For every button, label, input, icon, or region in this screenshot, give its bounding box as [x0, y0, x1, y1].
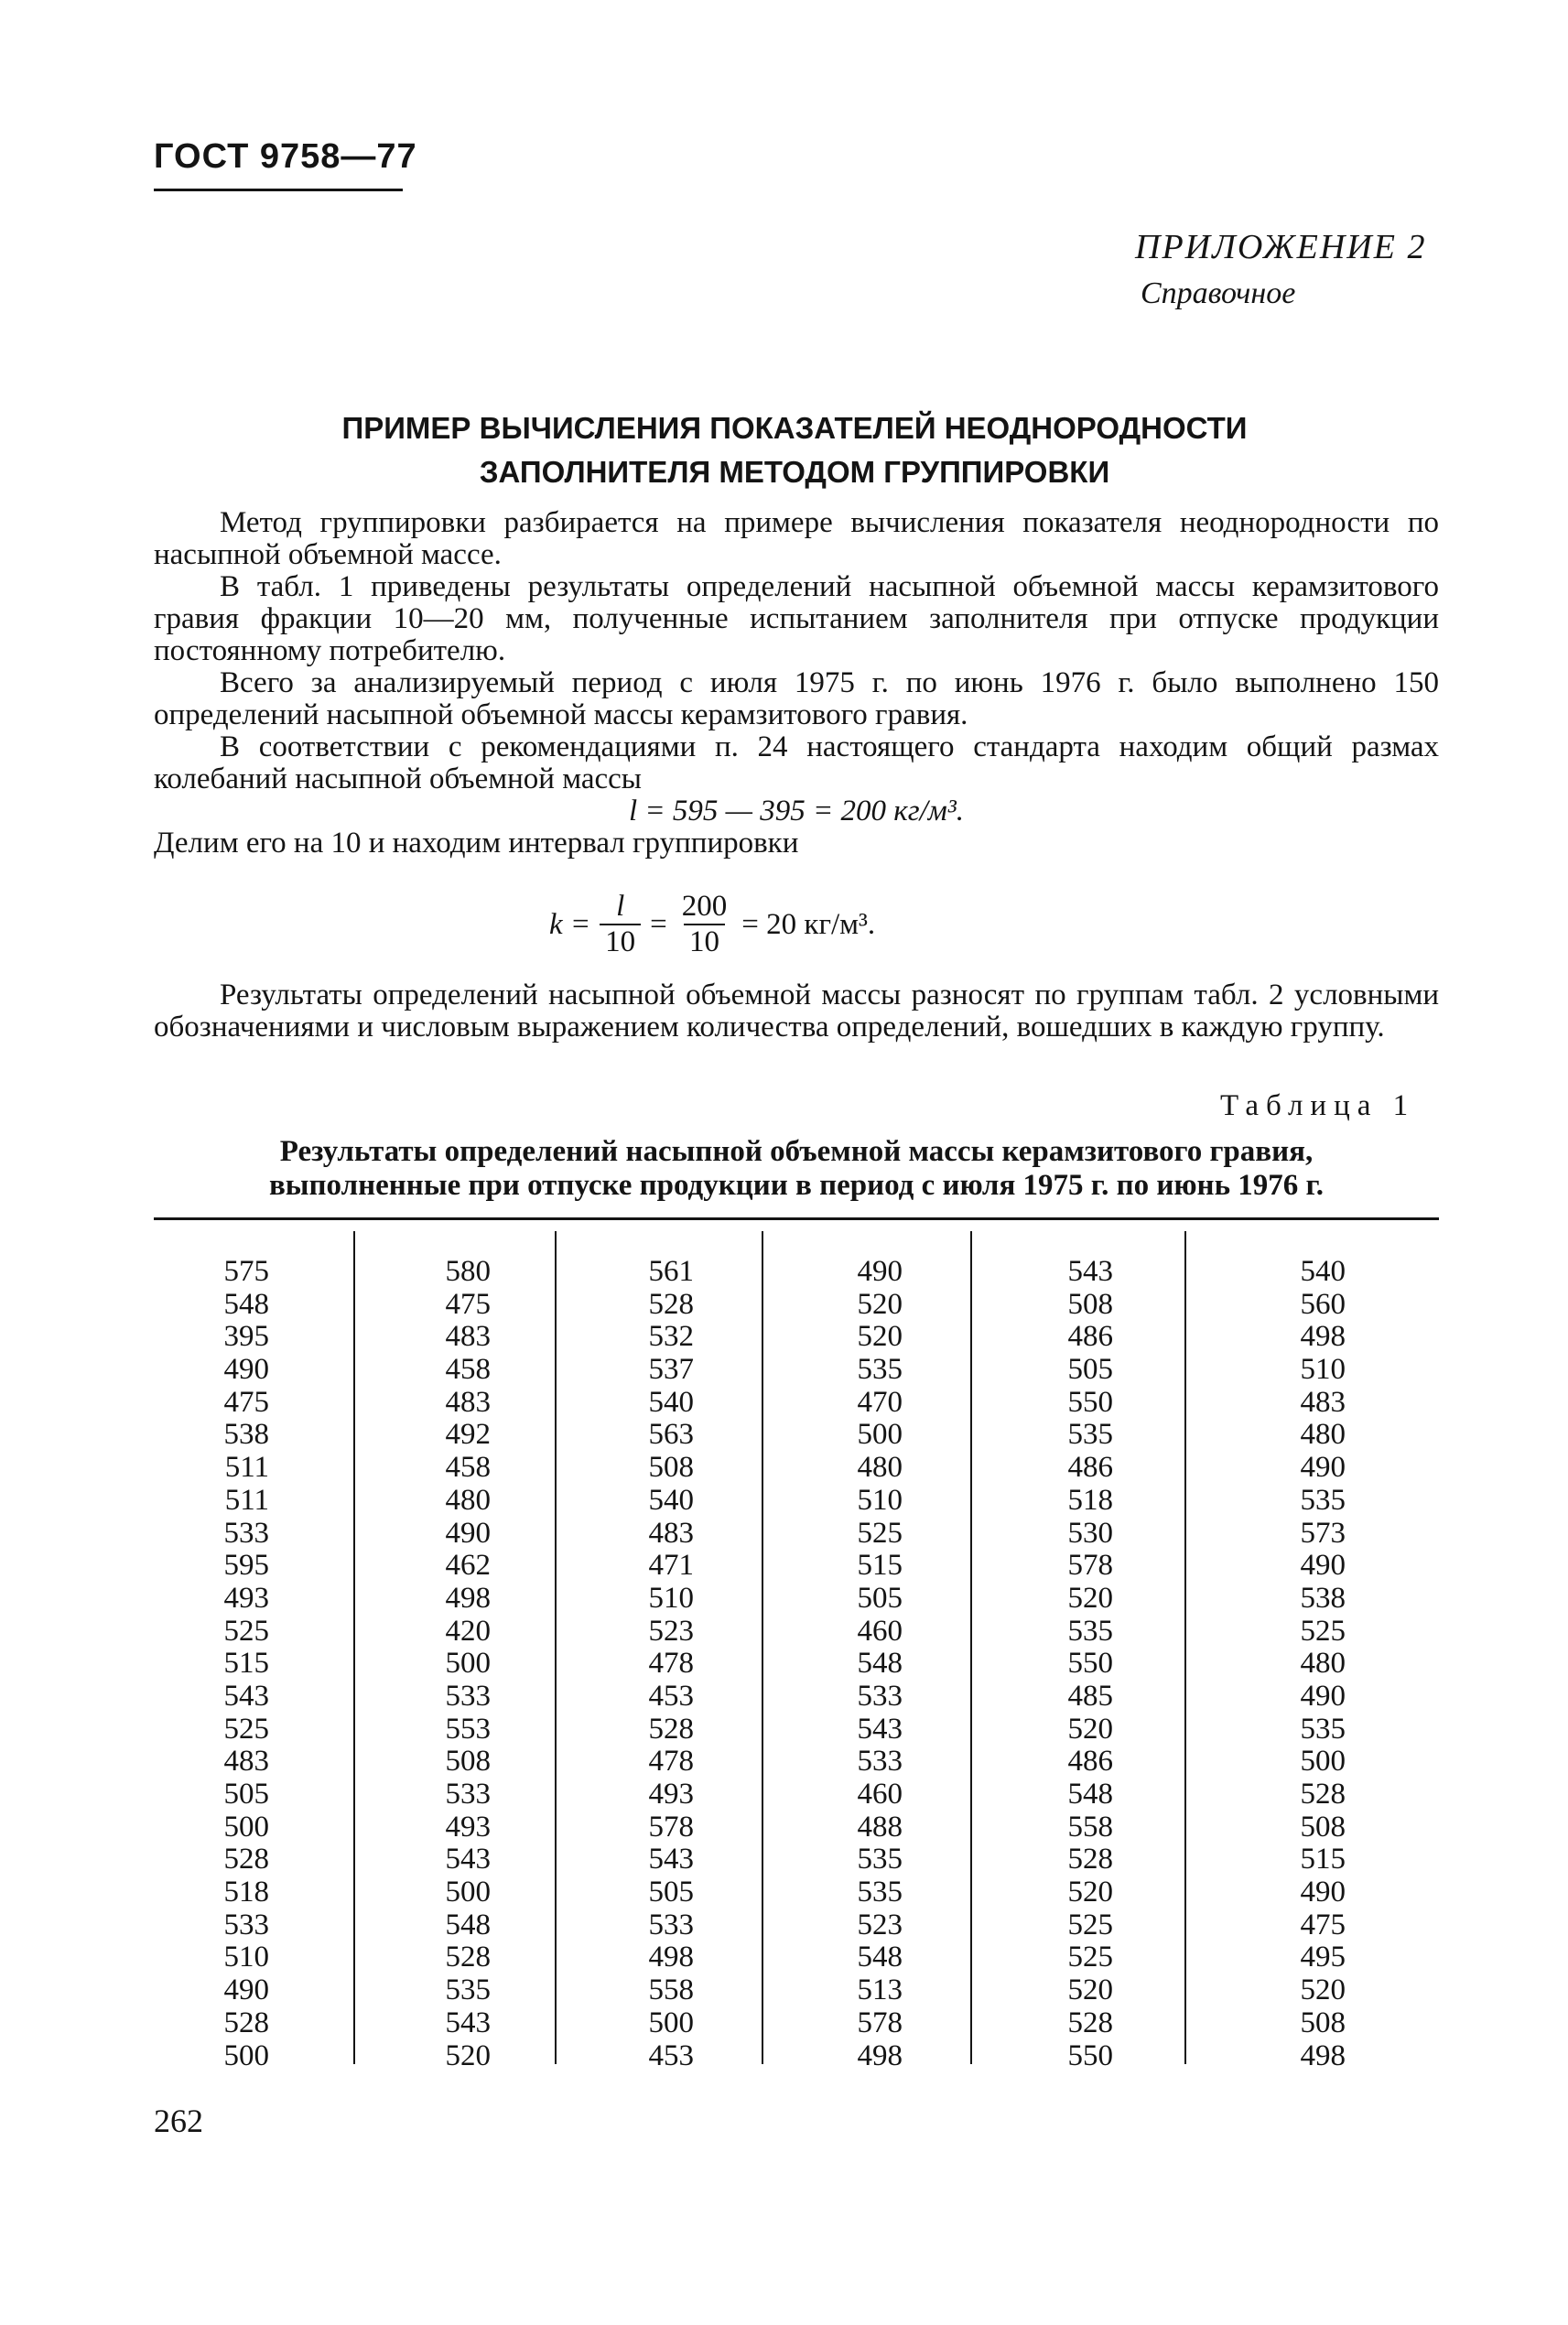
table-cell: 490	[857, 1255, 903, 1288]
table-cell: 538	[223, 1418, 269, 1452]
table-cell: 486	[1067, 1745, 1113, 1779]
fraction-2-denominator: 10	[684, 924, 725, 959]
table-cell: 535	[857, 1353, 903, 1387]
fraction-1-numerator: l	[616, 890, 625, 923]
paragraph-5: Делим его на 10 и находим интервал группировки	[154, 827, 799, 860]
table-cell: 511	[224, 1483, 269, 1517]
table-cell: 518	[1067, 1483, 1113, 1517]
table-cell: 543	[223, 1679, 269, 1713]
table-cell: 505	[648, 1876, 694, 1909]
table-column-6	[1263, 1256, 1346, 2072]
table-cell: 520	[857, 1287, 903, 1321]
fraction-2-numerator: 200	[681, 890, 728, 923]
table-cell: 558	[1067, 1810, 1113, 1844]
table-cell: 505	[857, 1581, 903, 1615]
table-cell: 563	[648, 1418, 694, 1452]
range-formula: l = 595 — 395 = 200 кг/м³.	[629, 795, 964, 827]
table-cell: 535	[857, 1843, 903, 1876]
table-cell: 528	[223, 1843, 269, 1876]
table-cell: 490	[223, 1974, 269, 2007]
table-cell: 535	[1067, 1418, 1113, 1452]
table-title-line-2: выполненные при отпуске продукции в период с июля 1975 г. по июнь 1976 г.	[268, 1169, 1325, 1202]
table-cell: 553	[445, 1712, 491, 1746]
table-cell: 595	[223, 1549, 269, 1583]
table-cell: 558	[648, 1974, 694, 2007]
table-cell: 493	[223, 1581, 269, 1615]
table-cell: 543	[1067, 1255, 1113, 1288]
table-cell: 483	[1300, 1385, 1346, 1419]
table-cell: 515	[223, 1647, 269, 1681]
table-cell: 528	[1067, 2006, 1113, 2039]
table-cell: 528	[648, 1712, 694, 1746]
appendix-note: Справочное	[1141, 276, 1296, 310]
table-cell: 480	[1300, 1647, 1346, 1681]
table-cell: 492	[445, 1418, 491, 1452]
table-cell: 535	[857, 1876, 903, 1909]
table-cell: 508	[1300, 1810, 1346, 1844]
table-cell: 510	[223, 1941, 269, 1974]
table-cell: 543	[857, 1712, 903, 1746]
table-cell: 490	[1300, 1549, 1346, 1583]
table-cell: 490	[1300, 1876, 1346, 1909]
body-text-2	[154, 979, 1439, 1044]
table-cell: 515	[1300, 1843, 1346, 1876]
table-cell: 510	[648, 1581, 694, 1615]
table-column-5	[1031, 1256, 1113, 2072]
formula-fraction-2	[676, 890, 733, 959]
table-cell: 475	[445, 1287, 491, 1321]
table-cell: 505	[1067, 1353, 1113, 1387]
table-cell: 535	[1300, 1483, 1346, 1517]
table-cell: 528	[223, 2006, 269, 2039]
table-cell: 508	[445, 1745, 491, 1779]
table-cell: 485	[1067, 1679, 1113, 1713]
table-cell: 578	[1067, 1549, 1113, 1583]
table-cell: 508	[1300, 2006, 1346, 2039]
table-cell: 528	[445, 1941, 491, 1974]
table-cell: 561	[648, 1255, 694, 1288]
paragraph-4: В соответствии с рекомендациями п. 24 настоящего стандарта находим общий размах колебаний насыпной объемной массы	[154, 730, 1439, 795]
table-title-line-1: Результаты определений насыпной объемной массы керамзитового гравия,	[279, 1135, 1314, 1168]
table-cell: 511	[224, 1451, 269, 1485]
table-cell: 513	[857, 1974, 903, 2007]
table-column-2	[408, 1256, 491, 2072]
table-cell: 480	[445, 1483, 491, 1517]
table-cell: 483	[223, 1745, 269, 1779]
table-cell: 488	[857, 1810, 903, 1844]
table-cell: 537	[648, 1353, 694, 1387]
table-column-divider	[970, 1231, 972, 2064]
table-cell: 533	[857, 1679, 903, 1713]
table-cell: 460	[857, 1614, 903, 1648]
formula-rhs: = 20 кг/м³.	[741, 907, 876, 941]
table-cell: 528	[648, 1287, 694, 1321]
table-cell: 578	[857, 2006, 903, 2039]
table-cell: 540	[648, 1385, 694, 1419]
table-cell: 486	[1067, 1320, 1113, 1354]
table-top-rule	[154, 1217, 1439, 1220]
table-cell: 532	[648, 1320, 694, 1354]
table-cell: 543	[445, 1843, 491, 1876]
table-cell: 395	[223, 1320, 269, 1354]
table-cell: 480	[1300, 1418, 1346, 1452]
table-column-divider	[555, 1231, 557, 2064]
formula-fraction-1	[600, 890, 641, 959]
table-cell: 453	[648, 2038, 694, 2072]
table-cell: 500	[223, 2038, 269, 2072]
table-cell: 523	[857, 1908, 903, 1941]
table-cell: 478	[648, 1745, 694, 1779]
table-cell: 580	[445, 1255, 491, 1288]
table-cell: 480	[857, 1451, 903, 1485]
table-cell: 498	[1300, 2038, 1346, 2072]
table-cell: 550	[1067, 1385, 1113, 1419]
table-cell: 533	[223, 1516, 269, 1550]
table-cell: 500	[648, 2006, 694, 2039]
table-cell: 453	[648, 1679, 694, 1713]
table-cell: 495	[1300, 1941, 1346, 1974]
table-cell: 420	[445, 1614, 491, 1648]
table-cell: 560	[1300, 1287, 1346, 1321]
table-cell: 508	[1067, 1287, 1113, 1321]
table-cell: 535	[445, 1974, 491, 2007]
table-cell: 533	[223, 1908, 269, 1941]
table-cell: 462	[445, 1549, 491, 1583]
table-cell: 535	[1300, 1712, 1346, 1746]
table-cell: 533	[445, 1778, 491, 1811]
table-cell: 490	[1300, 1679, 1346, 1713]
section-title-line-2: ЗАПОЛНИТЕЛЯ МЕТОДОМ ГРУППИРОВКИ	[479, 455, 1110, 489]
table-cell: 500	[445, 1876, 491, 1909]
table-title	[154, 1135, 1439, 1203]
table-cell: 525	[1067, 1941, 1113, 1974]
table-cell: 500	[223, 1810, 269, 1844]
table-cell: 543	[445, 2006, 491, 2039]
table-cell: 548	[445, 1908, 491, 1941]
table-cell: 533	[857, 1745, 903, 1779]
table-cell: 500	[857, 1418, 903, 1452]
table-column-divider	[762, 1231, 763, 2064]
table-cell: 548	[223, 1287, 269, 1321]
table-cell: 498	[648, 1941, 694, 1974]
table-cell: 525	[223, 1614, 269, 1648]
table-cell: 490	[445, 1516, 491, 1550]
table-cell: 540	[1300, 1255, 1346, 1288]
table-cell: 525	[857, 1516, 903, 1550]
fraction-1-denominator: 10	[600, 924, 641, 959]
section-title	[154, 406, 1435, 494]
appendix-label: ПРИЛОЖЕНИЕ 2	[1135, 228, 1427, 266]
table-cell: 525	[1300, 1614, 1346, 1648]
table-cell: 470	[857, 1385, 903, 1419]
body-text	[154, 507, 1439, 860]
interval-formula	[549, 890, 875, 959]
table-cell: 458	[445, 1451, 491, 1485]
table-column-4	[820, 1256, 903, 2072]
table-cell: 548	[857, 1647, 903, 1681]
table-cell: 490	[1300, 1451, 1346, 1485]
table-cell: 493	[648, 1778, 694, 1811]
table-cell: 520	[1067, 1974, 1113, 2007]
table-cell: 493	[445, 1810, 491, 1844]
table-cell: 525	[1067, 1908, 1113, 1941]
table-cell: 548	[1067, 1778, 1113, 1811]
table-cell: 471	[648, 1549, 694, 1583]
table-cell: 520	[857, 1320, 903, 1354]
table-cell: 520	[1067, 1876, 1113, 1909]
paragraph-2: В табл. 1 приведены результаты определений насыпной объемной массы керамзитового гравия фракции 10—20 мм, полученные испытанием заполнителя при отпуске продукции постоянному потребителю.	[154, 570, 1439, 667]
table-cell: 530	[1067, 1516, 1113, 1550]
table-cell: 483	[445, 1385, 491, 1419]
table-cell: 525	[223, 1712, 269, 1746]
table-column-divider	[1184, 1231, 1186, 2064]
table-column-divider	[353, 1231, 355, 2064]
table-cell: 520	[1067, 1581, 1113, 1615]
table-cell: 475	[223, 1385, 269, 1419]
table-cell: 538	[1300, 1581, 1346, 1615]
table-cell: 528	[1067, 1843, 1113, 1876]
formula-lhs: k =	[549, 907, 591, 941]
table-cell: 515	[857, 1549, 903, 1583]
table-cell: 475	[1300, 1908, 1346, 1941]
document-code: ГОСТ 9758—77	[154, 137, 417, 176]
paragraph-6: Результаты определений насыпной объемной массы разносят по группам табл. 2 условными обозначениями и числовым выражением количества определений, вошедших в каждую группу.	[154, 979, 1439, 1044]
table-cell: 575	[223, 1255, 269, 1288]
table-cell: 500	[1300, 1745, 1346, 1779]
table-label: Таблица 1	[1220, 1089, 1416, 1122]
table-cell: 498	[445, 1581, 491, 1615]
table-cell: 540	[648, 1483, 694, 1517]
table-cell: 578	[648, 1810, 694, 1844]
table-cell: 518	[223, 1876, 269, 1909]
table-cell: 523	[648, 1614, 694, 1648]
table-cell: 486	[1067, 1451, 1113, 1485]
table-cell: 520	[1300, 1974, 1346, 2007]
table-cell: 483	[648, 1516, 694, 1550]
table-cell: 483	[445, 1320, 491, 1354]
paragraph-1: Метод группировки разбирается на примере вычисления показателя неоднородности по насыпной объемной массе.	[154, 506, 1439, 571]
table-cell: 520	[445, 2038, 491, 2072]
table-cell: 458	[445, 1353, 491, 1387]
table-column-1	[187, 1256, 269, 2072]
section-title-line-1: ПРИМЕР ВЫЧИСЛЕНИЯ ПОКАЗАТЕЛЕЙ НЕОДНОРОДНОСТИ	[341, 411, 1248, 445]
table-cell: 543	[648, 1843, 694, 1876]
table-cell: 528	[1300, 1778, 1346, 1811]
table-cell: 573	[1300, 1516, 1346, 1550]
table-cell: 535	[1067, 1614, 1113, 1648]
table-cell: 533	[445, 1679, 491, 1713]
formula-equals: =	[650, 907, 667, 941]
table-cell: 498	[1300, 1320, 1346, 1354]
paragraph-3: Всего за анализируемый период с июля 1975 г. по июнь 1976 г. было выполнено 150 определений насыпной объемной массы керамзитового гравия.	[154, 666, 1439, 731]
table-cell: 550	[1067, 2038, 1113, 2072]
table-cell: 510	[1300, 1353, 1346, 1387]
table-cell: 550	[1067, 1647, 1113, 1681]
table-cell: 508	[648, 1451, 694, 1485]
table-cell: 533	[648, 1908, 694, 1941]
table-column-3	[611, 1256, 694, 2072]
table-cell: 478	[648, 1647, 694, 1681]
page-number: 262	[154, 2103, 203, 2139]
table-cell: 460	[857, 1778, 903, 1811]
table-cell: 505	[223, 1778, 269, 1811]
header-underline	[154, 189, 403, 191]
table-cell: 490	[223, 1353, 269, 1387]
table-cell: 500	[445, 1647, 491, 1681]
table-cell: 498	[857, 2038, 903, 2072]
table-cell: 548	[857, 1941, 903, 1974]
table-cell: 520	[1067, 1712, 1113, 1746]
table-cell: 510	[857, 1483, 903, 1517]
